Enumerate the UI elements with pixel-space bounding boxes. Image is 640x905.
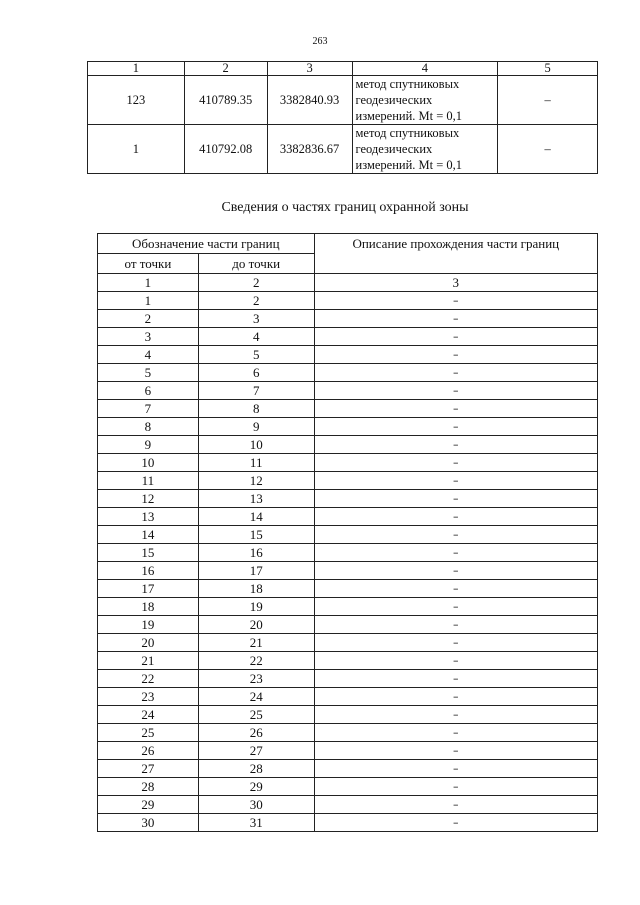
to-point: 21 [198, 634, 314, 652]
to-point: 9 [198, 418, 314, 436]
part-description: – [314, 598, 597, 616]
part-description: – [314, 796, 597, 814]
from-point: 22 [98, 670, 199, 688]
from-point: 12 [98, 490, 199, 508]
coordinates-table [87, 61, 598, 174]
page-number: 263 [312, 36, 328, 47]
header-from-point: от точки [98, 254, 199, 274]
to-point: 20 [198, 616, 314, 634]
part-description: – [314, 310, 597, 328]
part-description: – [314, 526, 597, 544]
from-point: 9 [98, 436, 199, 454]
part-description: – [314, 328, 597, 346]
table-row [98, 562, 598, 580]
to-point: 12 [198, 472, 314, 490]
to-point: 25 [198, 706, 314, 724]
to-point: 10 [198, 436, 314, 454]
part-description: – [314, 292, 597, 310]
part-description: – [314, 814, 597, 832]
part-description: – [314, 634, 597, 652]
method-line: геодезических [355, 142, 433, 156]
from-point: 15 [98, 544, 199, 562]
table-row [98, 598, 598, 616]
part-description: – [314, 544, 597, 562]
from-point: 28 [98, 778, 199, 796]
from-point: 27 [98, 760, 199, 778]
coordinates-row [88, 76, 598, 125]
parts-header-row [98, 234, 598, 254]
to-point: 3 [198, 310, 314, 328]
part-description: – [314, 472, 597, 490]
column-number: 3 [267, 62, 352, 76]
to-point: 14 [198, 508, 314, 526]
from-point: 16 [98, 562, 199, 580]
column-number: 2 [184, 62, 267, 76]
part-description: – [314, 490, 597, 508]
part-description: – [314, 670, 597, 688]
section-title: Сведения о частях границ охранной зоны [221, 200, 469, 215]
header-part-description: Описание прохождения части границ [314, 234, 597, 274]
column-number: 1 [98, 274, 199, 292]
point-number: 1 [88, 125, 185, 174]
table-row [98, 526, 598, 544]
from-point: 10 [98, 454, 199, 472]
method-line: измерений. Mt = 0,1 [355, 158, 463, 172]
to-point: 28 [198, 760, 314, 778]
table-row [98, 760, 598, 778]
to-point: 30 [198, 796, 314, 814]
to-point: 26 [198, 724, 314, 742]
part-description: – [314, 616, 597, 634]
to-point: 2 [198, 292, 314, 310]
coordinate-x: 410789.35 [184, 76, 267, 125]
table-row [98, 814, 598, 832]
to-point: 22 [198, 652, 314, 670]
from-point: 21 [98, 652, 199, 670]
from-point: 20 [98, 634, 199, 652]
to-point: 6 [198, 364, 314, 382]
coordinates-header-row [88, 62, 598, 76]
method-description [352, 76, 498, 125]
to-point: 23 [198, 670, 314, 688]
column-number: 5 [498, 62, 598, 76]
column-number: 1 [88, 62, 185, 76]
coordinate-y: 3382840.93 [267, 76, 352, 125]
table-row [98, 436, 598, 454]
to-point: 15 [198, 526, 314, 544]
table-row [98, 364, 598, 382]
method-line: метод спутниковых [355, 77, 460, 91]
to-point: 31 [198, 814, 314, 832]
from-point: 8 [98, 418, 199, 436]
part-description: – [314, 724, 597, 742]
table-row [98, 328, 598, 346]
to-point: 8 [198, 400, 314, 418]
table-row [98, 670, 598, 688]
from-point: 1 [98, 292, 199, 310]
table-row [98, 418, 598, 436]
part-description: – [314, 688, 597, 706]
table-row [98, 472, 598, 490]
part-description: – [314, 778, 597, 796]
to-point: 16 [198, 544, 314, 562]
from-point: 23 [98, 688, 199, 706]
column-number: 4 [352, 62, 498, 76]
from-point: 30 [98, 814, 199, 832]
from-point: 2 [98, 310, 199, 328]
part-description: – [314, 742, 597, 760]
point-note: – [498, 76, 598, 125]
to-point: 27 [198, 742, 314, 760]
header-part-designation: Обозначение части границ [98, 234, 315, 254]
part-description: – [314, 454, 597, 472]
method-description [352, 125, 498, 174]
part-description: – [314, 346, 597, 364]
part-description: – [314, 760, 597, 778]
coordinate-y: 3382836.67 [267, 125, 352, 174]
part-description: – [314, 652, 597, 670]
to-point: 19 [198, 598, 314, 616]
point-number: 123 [88, 76, 185, 125]
from-point: 13 [98, 508, 199, 526]
from-point: 4 [98, 346, 199, 364]
to-point: 11 [198, 454, 314, 472]
from-point: 14 [98, 526, 199, 544]
to-point: 17 [198, 562, 314, 580]
table-row [98, 778, 598, 796]
from-point: 24 [98, 706, 199, 724]
column-number: 2 [198, 274, 314, 292]
point-note: – [498, 125, 598, 174]
from-point: 6 [98, 382, 199, 400]
from-point: 19 [98, 616, 199, 634]
coordinates-row [88, 125, 598, 174]
table-row [98, 508, 598, 526]
from-point: 3 [98, 328, 199, 346]
part-description: – [314, 580, 597, 598]
part-description: – [314, 562, 597, 580]
table-row [98, 544, 598, 562]
part-description: – [314, 418, 597, 436]
part-description: – [314, 706, 597, 724]
to-point: 13 [198, 490, 314, 508]
table-row [98, 724, 598, 742]
to-point: 5 [198, 346, 314, 364]
from-point: 18 [98, 598, 199, 616]
method-line: метод спутниковых [355, 126, 460, 140]
to-point: 29 [198, 778, 314, 796]
table-row [98, 346, 598, 364]
table-row [98, 742, 598, 760]
table-row [98, 490, 598, 508]
to-point: 4 [198, 328, 314, 346]
table-row [98, 382, 598, 400]
table-row [98, 310, 598, 328]
parts-column-numbers-row [98, 274, 598, 292]
method-line: измерений. Mt = 0,1 [355, 109, 463, 123]
from-point: 5 [98, 364, 199, 382]
to-point: 7 [198, 382, 314, 400]
from-point: 26 [98, 742, 199, 760]
table-row [98, 634, 598, 652]
table-row [98, 400, 598, 418]
part-description: – [314, 400, 597, 418]
from-point: 7 [98, 400, 199, 418]
table-row [98, 706, 598, 724]
table-row [98, 652, 598, 670]
from-point: 29 [98, 796, 199, 814]
part-description: – [314, 508, 597, 526]
table-row [98, 796, 598, 814]
table-row [98, 616, 598, 634]
to-point: 24 [198, 688, 314, 706]
to-point: 18 [198, 580, 314, 598]
method-line: геодезических [355, 93, 433, 107]
part-description: – [314, 436, 597, 454]
table-row [98, 688, 598, 706]
part-description: – [314, 364, 597, 382]
from-point: 25 [98, 724, 199, 742]
from-point: 17 [98, 580, 199, 598]
table-row [98, 454, 598, 472]
coordinate-x: 410792.08 [184, 125, 267, 174]
from-point: 11 [98, 472, 199, 490]
column-number: 3 [314, 274, 597, 292]
boundary-parts-table [97, 233, 598, 832]
header-to-point: до точки [198, 254, 314, 274]
part-description: – [314, 382, 597, 400]
table-row [98, 580, 598, 598]
table-row [98, 292, 598, 310]
